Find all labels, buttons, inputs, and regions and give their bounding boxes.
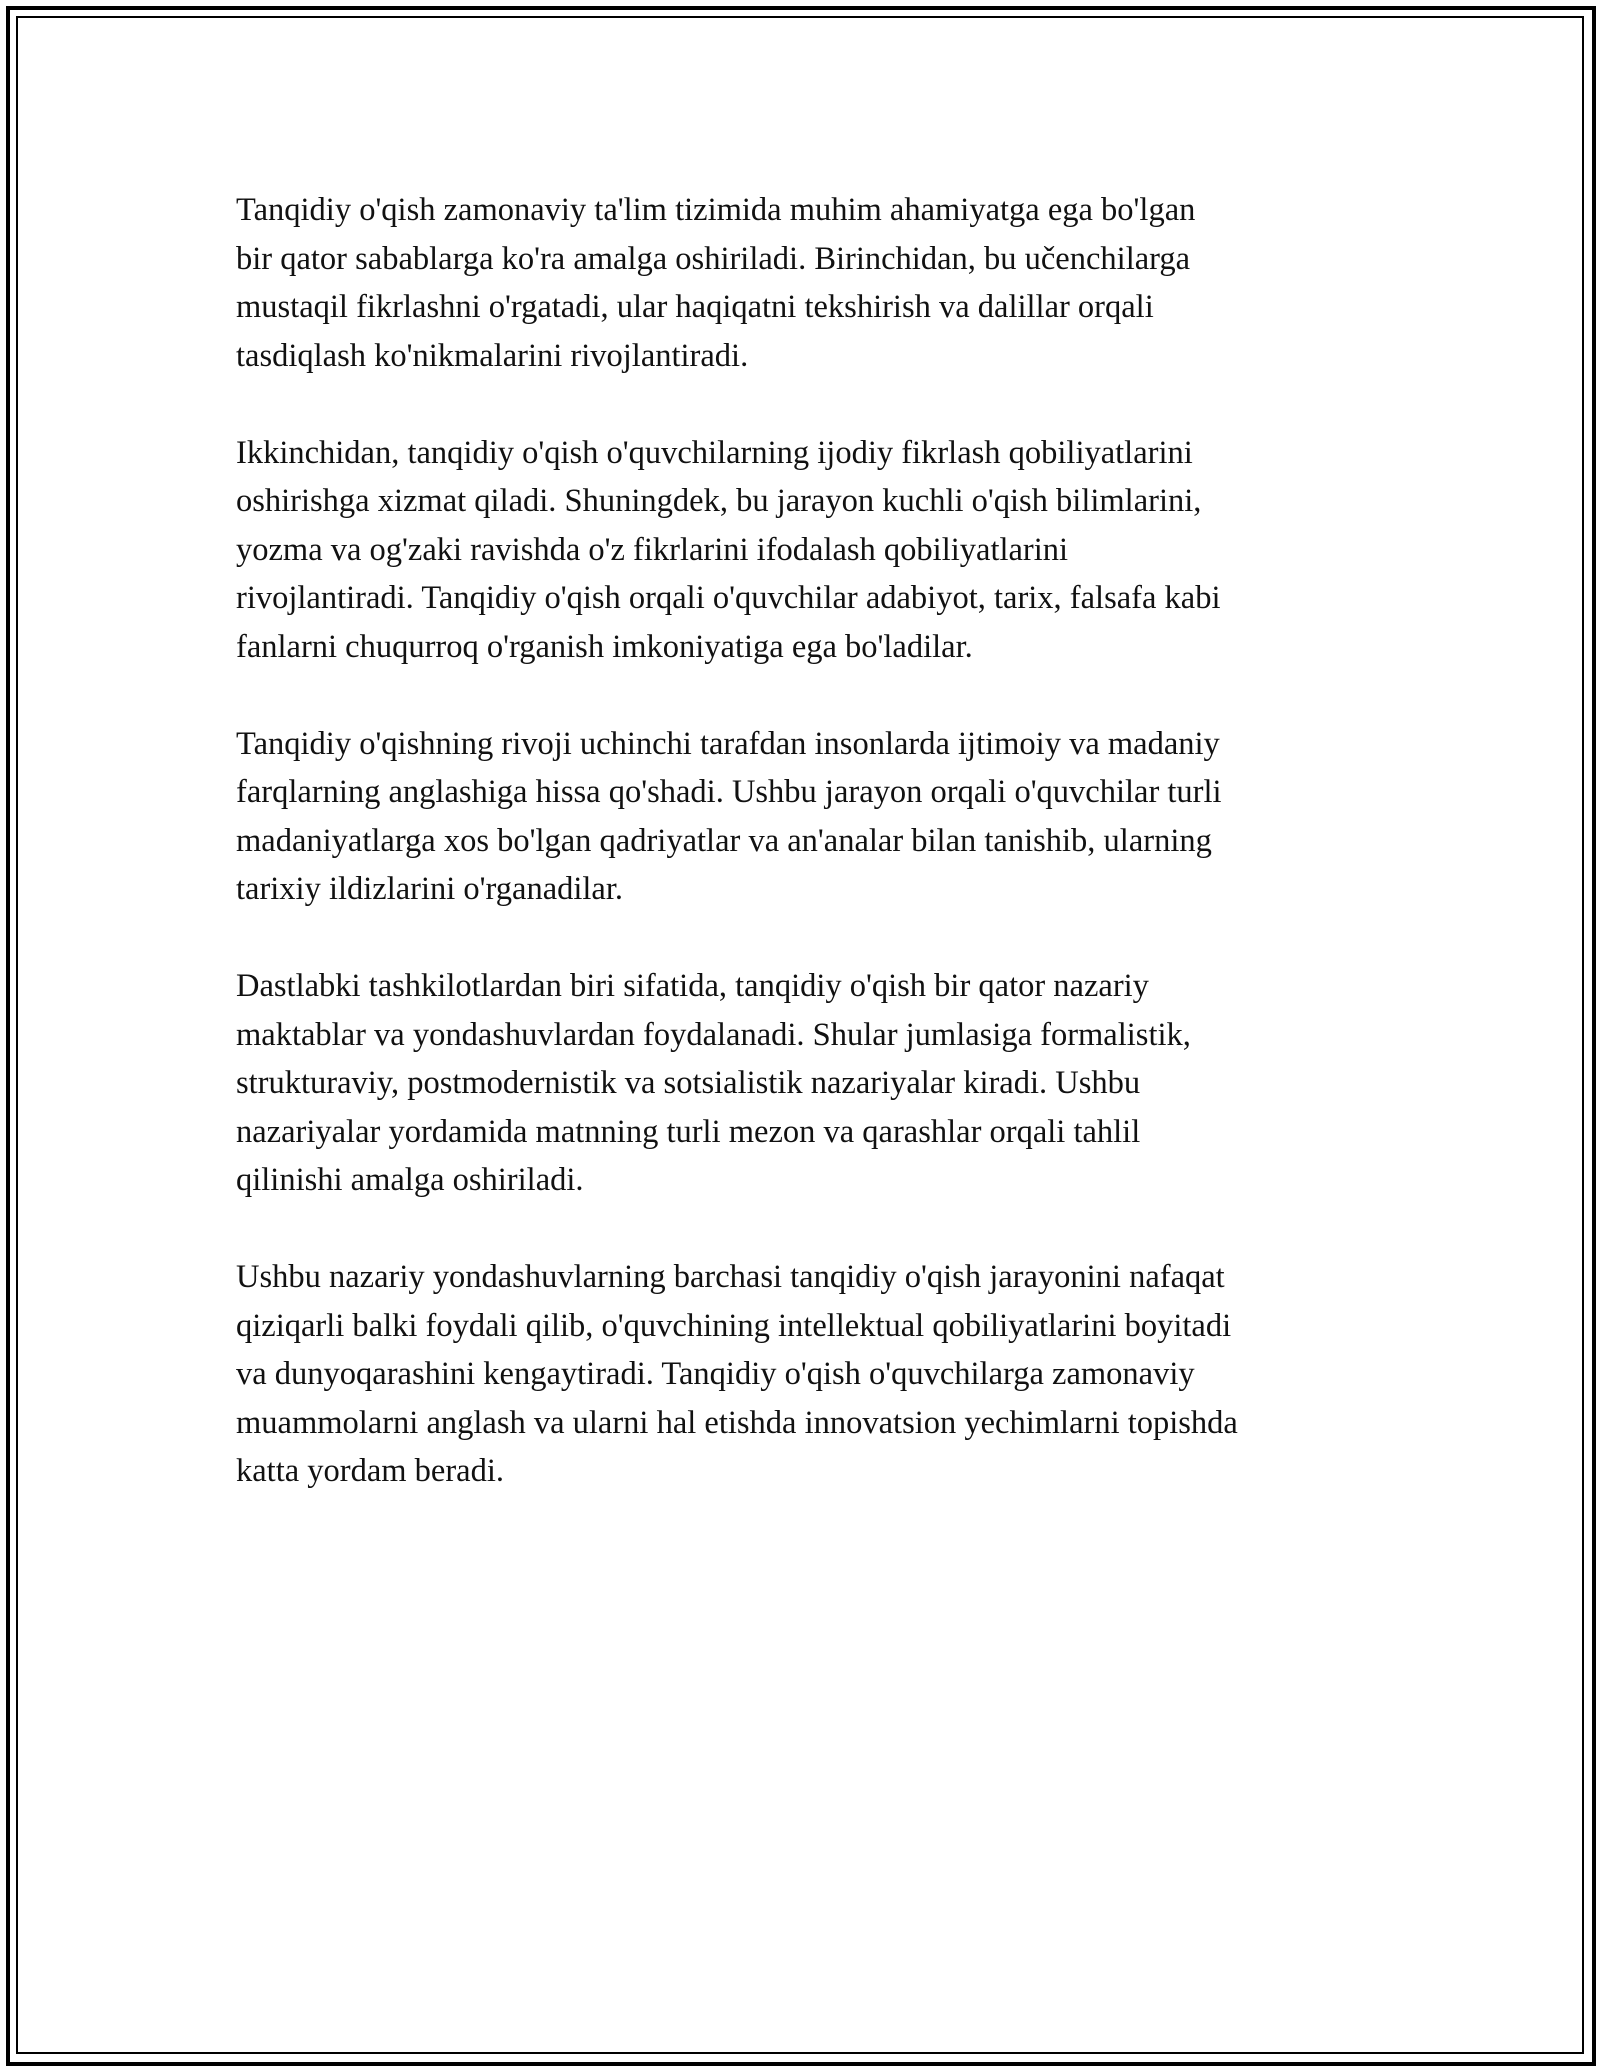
paragraph-3: Tanqidiy o'qishning rivoji uchinchi tarafdan insonlarda ijtimoiy va madaniy farqlarning anglashiga hissa qo'shadi. Ushbu jarayon orqali o'quvchilar turli madaniyatlarga xos bo'lgan qadriyatlar va an'analar bilan tanishib, ularning tarixiy ildizlarini o'rganadilar. <box>236 725 1222 907</box>
document-body <box>236 186 1376 1496</box>
paragraph-4: Dastlabki tashkilotlardan biri sifatida, tanqidiy o'qish bir qator nazariy maktablar va yondashuvlardan foydalanadi. Shular jumlasiga formalistik, strukturaviy, postmodernistik va sotsialistik nazariyalar kiradi. Ushbu nazariyalar yordamida matnning turli mezon va qarashlar orqali tahlil qilinishi amalga oshiriladi. <box>236 968 1191 1198</box>
paragraph-1: Tanqidiy o'qish zamonaviy ta'lim tizimida muhim ahamiyatga ega bo'lgan bir qator sabablarga ko'ra amalga oshiriladi. Birinchidan, bu učenchilarga mustaqil fikrlashni o'rgatadi, ular haqiqatni tekshirish va dalillar orqali tasdiqlash ko'nikmalarini rivojlantiradi. <box>236 192 1196 374</box>
paragraph-5: Ushbu nazariy yondashuvlarning barchasi tanqidiy o'qish jarayonini nafaqat qiziqarli balki foydali qilib, o'quvchining intellektual qobiliyatlarini boyitadi va dunyoqarashini kengaytiradi. Tanqidiy o'qish o'quvchilarga zamonaviy muammolarni anglash va ularni hal etishda innovatsion yechimlarni topishda katta yordam beradi. <box>236 1259 1238 1489</box>
paragraph-2: Ikkinchidan, tanqidiy o'qish o'quvchilarning ijodiy fikrlash qobiliyatlarini oshirishga xizmat qiladi. Shuningdek, bu jarayon kuchli o'qish bilimlarini, yozma va og'zaki ravishda o'z fikrlarini ifodalash qobiliyatlarini rivojlantiradi. Tanqidiy o'qish orqali o'quvchilar adabiyot, tarix, falsafa kabi fanlarni chuqurroq o'rganish imkoniyatiga ega bo'ladilar. <box>236 434 1221 665</box>
